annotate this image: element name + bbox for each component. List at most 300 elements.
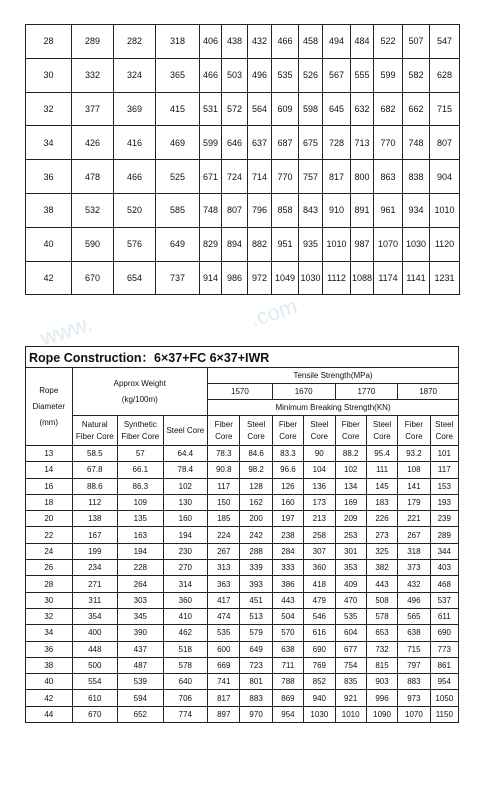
table-cell: 303 (118, 592, 164, 608)
table-cell: 162 (240, 494, 272, 510)
table-cell: 801 (240, 674, 272, 690)
table-cell: 1090 (366, 706, 397, 722)
table-cell: 353 (335, 560, 366, 576)
table-cell: 101 (430, 446, 458, 462)
table-cell: 30 (26, 58, 72, 92)
table-cell: 861 (430, 657, 458, 673)
table-cell: 715 (398, 641, 430, 657)
table-cell: 598 (299, 92, 323, 126)
core-col (398, 416, 430, 446)
core-col-label: Steel Core (435, 419, 454, 441)
table-cell: 333 (272, 560, 303, 576)
table-cell: 443 (366, 576, 397, 592)
table-cell: 1010 (335, 706, 366, 722)
table-cell: 728 (323, 126, 351, 160)
table-cell: 594 (118, 690, 164, 706)
table-cell: 24 (26, 543, 73, 559)
table-cell: 882 (248, 227, 272, 261)
table-cell: 88.2 (335, 446, 366, 462)
table-cell: 894 (222, 227, 248, 261)
table-cell: 1010 (430, 193, 460, 227)
table-cell: 98.2 (240, 462, 272, 478)
table-cell: 318 (398, 543, 430, 559)
table-cell: 325 (366, 543, 397, 559)
table-cell: 1049 (272, 261, 299, 295)
table-cell: 307 (304, 543, 335, 559)
table-cell: 417 (208, 592, 240, 608)
table-cell: 117 (430, 462, 458, 478)
core-col (272, 416, 303, 446)
table-cell: 537 (430, 592, 458, 608)
table-cell: 522 (374, 25, 403, 59)
table-cell: 448 (72, 641, 118, 657)
table-cell: 332 (72, 58, 114, 92)
table-cell: 40 (26, 674, 73, 690)
table-cell: 897 (208, 706, 240, 722)
table-cell: 153 (430, 478, 458, 494)
table-row (26, 160, 460, 194)
table-cell: 20 (26, 511, 73, 527)
table-row (26, 58, 460, 92)
table-cell: 737 (156, 261, 200, 295)
weight-col-steel (163, 416, 208, 446)
table-cell: 284 (272, 543, 303, 559)
table-row (26, 625, 459, 641)
table-cell: 714 (248, 160, 272, 194)
table-cell: 1141 (403, 261, 430, 295)
table-cell: 706 (163, 690, 208, 706)
table-cell: 462 (163, 625, 208, 641)
table-cell: 526 (299, 58, 323, 92)
table-cell: 258 (304, 527, 335, 543)
table-cell: 484 (351, 25, 374, 59)
table-cell: 253 (335, 527, 366, 543)
core-col (430, 416, 458, 446)
table-cell: 921 (335, 690, 366, 706)
table-cell: 632 (351, 92, 374, 126)
table-cell: 289 (430, 527, 458, 543)
weight-col-label: Steel Core (166, 425, 205, 435)
table-cell: 339 (240, 560, 272, 576)
table-cell: 578 (366, 608, 397, 624)
table-cell: 555 (351, 58, 374, 92)
table-cell: 817 (323, 160, 351, 194)
table-cell: 234 (72, 560, 118, 576)
table-cell: 443 (272, 592, 303, 608)
table-cell: 518 (163, 641, 208, 657)
table-cell: 970 (240, 706, 272, 722)
core-col (304, 416, 335, 446)
table-cell: 108 (398, 462, 430, 478)
table-cell: 535 (335, 608, 366, 624)
table-cell: 986 (222, 261, 248, 295)
table-cell: 858 (272, 193, 299, 227)
table-cell: 104 (304, 462, 335, 478)
table-cell: 570 (272, 625, 303, 641)
table-cell: 199 (72, 543, 118, 559)
table-cell: 13 (26, 446, 73, 462)
table-cell: 1030 (304, 706, 335, 722)
table-cell: 288 (240, 543, 272, 559)
table-title: Rope Construction：6×37+FC 6×37+IWR (26, 347, 459, 368)
core-col-label: Fiber Core (341, 419, 360, 441)
table-cell: 513 (240, 608, 272, 624)
table-cell: 637 (248, 126, 272, 160)
table-cell: 301 (335, 543, 366, 559)
core-col-label: Steel Core (310, 419, 329, 441)
table-row (26, 261, 460, 295)
table-cell: 84.6 (240, 446, 272, 462)
table-cell: 940 (304, 690, 335, 706)
table-cell: 910 (323, 193, 351, 227)
table-cell: 311 (72, 592, 118, 608)
table-cell: 64.4 (163, 446, 208, 462)
top-strength-table (25, 24, 460, 295)
table-cell: 363 (208, 576, 240, 592)
table-cell: 111 (366, 462, 397, 478)
table-cell: 547 (430, 25, 460, 59)
grade-1670: 1670 (272, 384, 335, 400)
table-cell: 117 (208, 478, 240, 494)
table-cell: 36 (26, 641, 73, 657)
table-cell: 365 (156, 58, 200, 92)
table-cell: 78.4 (163, 462, 208, 478)
weight-col-synthetic (118, 416, 164, 446)
table-cell: 649 (240, 641, 272, 657)
table-cell: 193 (430, 494, 458, 510)
table-cell: 677 (335, 641, 366, 657)
table-cell: 354 (72, 608, 118, 624)
table-cell: 18 (26, 494, 73, 510)
table-cell: 1231 (430, 261, 460, 295)
table-cell: 344 (430, 543, 458, 559)
table-cell: 437 (118, 641, 164, 657)
table-cell: 93.2 (398, 446, 430, 462)
table-cell: 1150 (430, 706, 458, 722)
table-cell: 57 (118, 446, 164, 462)
table-cell: 238 (272, 527, 303, 543)
table-cell: 996 (366, 690, 397, 706)
table-cell: 373 (398, 560, 430, 576)
table-cell: 671 (200, 160, 222, 194)
table-row (26, 92, 460, 126)
table-cell: 163 (118, 527, 164, 543)
table-cell: 1112 (323, 261, 351, 295)
table-row (26, 25, 460, 59)
table-cell: 264 (118, 576, 164, 592)
table-cell: 426 (72, 126, 114, 160)
table-cell: 14 (26, 462, 73, 478)
table-cell: 160 (163, 511, 208, 527)
table-cell: 715 (430, 92, 460, 126)
table-cell: 409 (335, 576, 366, 592)
table-cell: 507 (403, 25, 430, 59)
core-col-label: Steel Core (246, 419, 266, 441)
table-cell: 466 (200, 58, 222, 92)
table-cell: 649 (156, 227, 200, 261)
table-cell: 78.3 (208, 446, 240, 462)
core-col (366, 416, 397, 446)
table-cell: 289 (72, 25, 114, 59)
table-cell: 44 (26, 706, 73, 722)
table-cell: 843 (299, 193, 323, 227)
table-cell: 386 (272, 576, 303, 592)
table-cell: 469 (156, 126, 200, 160)
table-cell: 393 (240, 576, 272, 592)
table-cell: 138 (72, 511, 118, 527)
table-cell: 474 (208, 608, 240, 624)
table-cell: 838 (403, 160, 430, 194)
table-cell: 610 (72, 690, 118, 706)
table-cell: 869 (272, 690, 303, 706)
core-col-label: Fiber Core (404, 419, 424, 441)
table-cell: 270 (163, 560, 208, 576)
table-cell: 770 (374, 126, 403, 160)
table-cell: 130 (163, 494, 208, 510)
table-cell: 30 (26, 592, 73, 608)
table-cell: 282 (114, 25, 156, 59)
rope-diameter-label: Rope Diameter (mm) (32, 385, 65, 427)
table-cell: 774 (163, 706, 208, 722)
table-cell: 576 (114, 227, 156, 261)
table-cell: 28 (26, 576, 73, 592)
table-cell: 32 (26, 608, 73, 624)
table-cell: 669 (208, 657, 240, 673)
table-cell: 160 (272, 494, 303, 510)
table-cell: 638 (398, 625, 430, 641)
approx-weight-label: Approx Weight (kg/100m) (113, 378, 166, 404)
table-cell: 377 (72, 92, 114, 126)
table-cell: 713 (351, 126, 374, 160)
table-cell: 675 (299, 126, 323, 160)
table-cell: 406 (200, 25, 222, 59)
table-cell: 58.5 (72, 446, 118, 462)
table-cell: 723 (240, 657, 272, 673)
table-cell: 432 (248, 25, 272, 59)
table-cell: 173 (304, 494, 335, 510)
core-col-label: Steel Core (372, 419, 392, 441)
table-cell: 66.1 (118, 462, 164, 478)
table-cell: 83.3 (272, 446, 303, 462)
table-cell: 418 (304, 576, 335, 592)
table-cell: 1030 (299, 261, 323, 295)
table-cell: 458 (299, 25, 323, 59)
table-cell: 438 (222, 25, 248, 59)
table-cell: 194 (163, 527, 208, 543)
core-col (240, 416, 272, 446)
table-cell: 200 (240, 511, 272, 527)
table-row (26, 576, 459, 592)
table-cell: 36 (26, 160, 72, 194)
min-breaking-header: Minimum Breaking Strength(KN) (208, 400, 459, 416)
table-cell: 670 (72, 261, 114, 295)
table-cell: 16 (26, 478, 73, 494)
table-cell: 503 (222, 58, 248, 92)
table-row (26, 193, 460, 227)
table-cell: 228 (118, 560, 164, 576)
table-cell: 590 (72, 227, 114, 261)
watermark: www. (37, 310, 95, 351)
table-cell: 360 (163, 592, 208, 608)
table-cell: 690 (304, 641, 335, 657)
table-cell: 628 (430, 58, 460, 92)
table-cell: 564 (248, 92, 272, 126)
table-cell: 961 (374, 193, 403, 227)
table-cell: 670 (72, 706, 118, 722)
table-cell: 496 (248, 58, 272, 92)
table-cell: 754 (335, 657, 366, 673)
table-cell: 914 (200, 261, 222, 295)
table-cell: 466 (114, 160, 156, 194)
table-cell: 800 (351, 160, 374, 194)
table-cell: 28 (26, 25, 72, 59)
table-row (26, 527, 459, 543)
table-cell: 95.4 (366, 446, 397, 462)
table-cell: 432 (398, 576, 430, 592)
table-cell: 741 (208, 674, 240, 690)
table-cell: 194 (118, 543, 164, 559)
table-cell: 863 (374, 160, 403, 194)
table-cell: 535 (208, 625, 240, 641)
table-cell: 415 (156, 92, 200, 126)
rope-diameter-header (26, 368, 73, 446)
table-cell: 38 (26, 657, 73, 673)
table-row (26, 511, 459, 527)
table-cell: 662 (403, 92, 430, 126)
table-cell: 1030 (403, 227, 430, 261)
table-cell: 646 (222, 126, 248, 160)
table-cell: 324 (114, 58, 156, 92)
table-row (26, 560, 459, 576)
table-cell: 112 (72, 494, 118, 510)
table-cell: 616 (304, 625, 335, 641)
core-col-label: Fiber Core (278, 419, 298, 441)
table-cell: 891 (351, 193, 374, 227)
table-cell: 815 (366, 657, 397, 673)
table-row (26, 674, 459, 690)
table-cell: 972 (248, 261, 272, 295)
core-col (335, 416, 366, 446)
table-cell: 34 (26, 126, 72, 160)
table-row (26, 690, 459, 706)
table-cell: 652 (118, 706, 164, 722)
table-cell: 26 (26, 560, 73, 576)
table-row (26, 543, 459, 559)
weight-col-label: Synthetic Fiber Core (121, 419, 160, 441)
table-cell: 829 (200, 227, 222, 261)
table-cell: 653 (366, 625, 397, 641)
table-cell: 224 (208, 527, 240, 543)
table-cell: 773 (430, 641, 458, 657)
table-cell: 835 (335, 674, 366, 690)
table-cell: 640 (163, 674, 208, 690)
table-cell: 479 (304, 592, 335, 608)
table-cell: 42 (26, 261, 72, 295)
table-cell: 682 (374, 92, 403, 126)
table-cell: 525 (156, 160, 200, 194)
table-cell: 102 (335, 462, 366, 478)
table-cell: 34 (26, 625, 73, 641)
table-cell: 599 (374, 58, 403, 92)
table-cell: 539 (118, 674, 164, 690)
table-cell: 770 (272, 160, 299, 194)
table-cell: 1088 (351, 261, 374, 295)
table-cell: 973 (398, 690, 430, 706)
table-cell: 757 (299, 160, 323, 194)
table-cell: 197 (272, 511, 303, 527)
table-cell: 604 (335, 625, 366, 641)
table-cell: 1070 (398, 706, 430, 722)
table-cell: 185 (208, 511, 240, 527)
table-cell: 609 (272, 92, 299, 126)
table-cell: 852 (304, 674, 335, 690)
table-cell: 600 (208, 641, 240, 657)
table-cell: 102 (163, 478, 208, 494)
table-cell: 267 (208, 543, 240, 559)
table-cell: 96.6 (272, 462, 303, 478)
table-cell: 42 (26, 690, 73, 706)
table-cell: 403 (430, 560, 458, 576)
table-cell: 496 (398, 592, 430, 608)
table-cell: 150 (208, 494, 240, 510)
table-cell: 136 (304, 478, 335, 494)
table-cell: 134 (335, 478, 366, 494)
table-cell: 690 (430, 625, 458, 641)
table-cell: 797 (398, 657, 430, 673)
table-cell: 769 (304, 657, 335, 673)
table-row (26, 446, 459, 462)
table-cell: 209 (335, 511, 366, 527)
table-cell: 145 (366, 478, 397, 494)
table-cell: 554 (72, 674, 118, 690)
table-cell: 242 (240, 527, 272, 543)
table-cell: 788 (272, 674, 303, 690)
table-cell: 638 (272, 641, 303, 657)
approx-weight-header (72, 368, 208, 416)
table-cell: 954 (430, 674, 458, 690)
table-row (26, 126, 460, 160)
table-cell: 369 (114, 92, 156, 126)
table-cell: 267 (398, 527, 430, 543)
grade-1870: 1870 (398, 384, 459, 400)
table-cell: 732 (366, 641, 397, 657)
table-cell: 724 (222, 160, 248, 194)
table-cell: 109 (118, 494, 164, 510)
table-cell: 213 (304, 511, 335, 527)
table-cell: 38 (26, 193, 72, 227)
table-cell: 532 (72, 193, 114, 227)
table-cell: 645 (323, 92, 351, 126)
grade-1770: 1770 (335, 384, 398, 400)
table-cell: 478 (72, 160, 114, 194)
table-cell: 748 (403, 126, 430, 160)
table-cell: 520 (114, 193, 156, 227)
table-cell: 1174 (374, 261, 403, 295)
table-cell: 410 (163, 608, 208, 624)
table-cell: 128 (240, 478, 272, 494)
table-cell: 572 (222, 92, 248, 126)
table-cell: 90.8 (208, 462, 240, 478)
table-cell: 179 (398, 494, 430, 510)
table-cell: 88.6 (72, 478, 118, 494)
table-cell: 654 (114, 261, 156, 295)
table-cell: 318 (156, 25, 200, 59)
table-row (26, 608, 459, 624)
table-cell: 585 (156, 193, 200, 227)
table-cell: 711 (272, 657, 303, 673)
table-cell: 883 (398, 674, 430, 690)
table-cell: 466 (272, 25, 299, 59)
